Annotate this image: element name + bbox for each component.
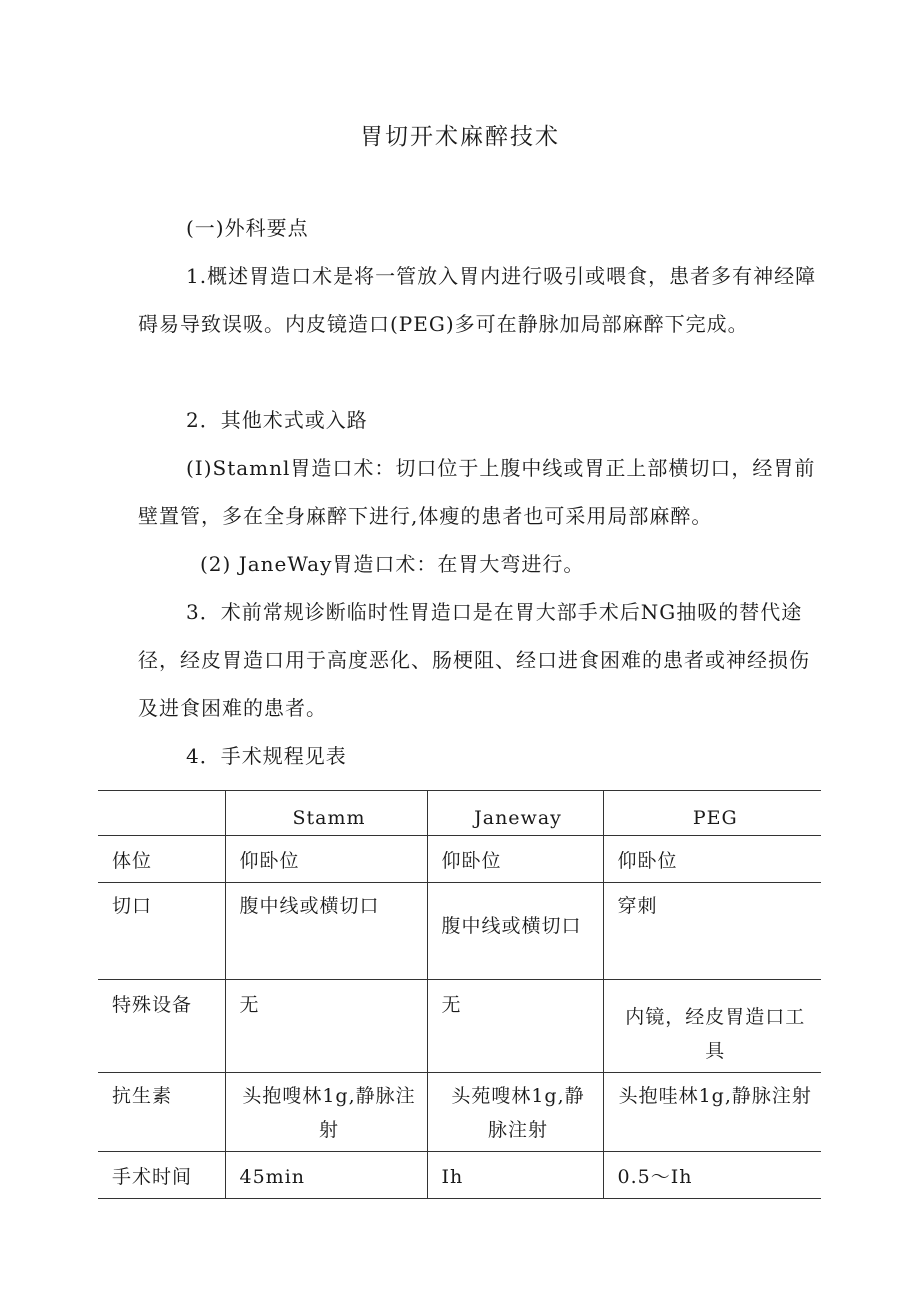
paragraph-janeway: (2) JaneWay胃造口术：在胃大弯进行。 bbox=[200, 552, 585, 576]
table-cell: 头抱嗖林1g,静脉注射 bbox=[225, 1073, 427, 1152]
paragraph-preop-diagnosis: 3．术前常规诊断临时性胃造口是在胃大部手术后NG抽吸的替代途径，经皮胃造口用于高度恶化、肠梗阻、经口进食困难的患者或神经损伤及进食困难的患者。 bbox=[138, 600, 810, 720]
section-heading: (一)外科要点 bbox=[186, 216, 309, 240]
table-row bbox=[98, 836, 821, 883]
table-cell: 切口 bbox=[98, 883, 225, 980]
table-cell: 手术时间 bbox=[98, 1152, 225, 1199]
table-cell: 特殊设备 bbox=[98, 980, 225, 1073]
table-cell: 腹中线或横切口 bbox=[427, 883, 603, 980]
table-header-cell: PEG bbox=[603, 791, 821, 836]
table-cell: 抗生素 bbox=[98, 1073, 225, 1152]
table-row bbox=[98, 1152, 821, 1199]
table-header-cell: Stamm bbox=[225, 791, 427, 836]
table-cell: 腹中线或横切口 bbox=[225, 883, 427, 980]
table-cell: 内镜，经皮胃造口工具 bbox=[603, 980, 821, 1073]
table-cell: 体位 bbox=[98, 836, 225, 883]
page-title: 胃切开术麻醉技术 bbox=[360, 124, 560, 150]
table-row bbox=[98, 1073, 821, 1152]
table-header-cell bbox=[98, 791, 225, 836]
table-cell: 仰卧位 bbox=[427, 836, 603, 883]
procedure-table bbox=[98, 790, 821, 1199]
paragraph-procedure-table-ref: 4．手术规程见表 bbox=[186, 744, 347, 768]
table-cell: 仰卧位 bbox=[603, 836, 821, 883]
table-cell: 无 bbox=[427, 980, 603, 1073]
table-cell: 无 bbox=[225, 980, 427, 1073]
table-cell: 仰卧位 bbox=[225, 836, 427, 883]
table-cell: Ih bbox=[427, 1152, 603, 1199]
table-cell: 0.5～Ih bbox=[603, 1152, 821, 1199]
table-cell: 穿刺 bbox=[603, 883, 821, 980]
table-header-cell: Janeway bbox=[427, 791, 603, 836]
paragraph-stamm: (I)Stamnl胃造口术：切口位于上腹中线或胃正上部横切口，经胃前壁置管，多在全身麻醉下进行,体瘦的患者也可采用局部麻醉。 bbox=[138, 456, 816, 528]
table-row bbox=[98, 883, 821, 980]
paragraph-overview: 1.概述胃造口术是将一管放入胃内进行吸引或喂食，患者多有神经障碍易导致误吸。内皮镜造口(PEG)多可在静脉加局部麻醉下完成。 bbox=[138, 264, 817, 336]
table-cell: 45min bbox=[225, 1152, 427, 1199]
table-header-row bbox=[98, 791, 821, 836]
paragraph-other-approaches: 2．其他术式或入路 bbox=[186, 408, 368, 432]
table-cell: 头苑嗖林1g,静脉注射 bbox=[427, 1073, 603, 1152]
table-row bbox=[98, 980, 821, 1073]
table-cell: 头抱哇林1g,静脉注射 bbox=[603, 1073, 821, 1152]
